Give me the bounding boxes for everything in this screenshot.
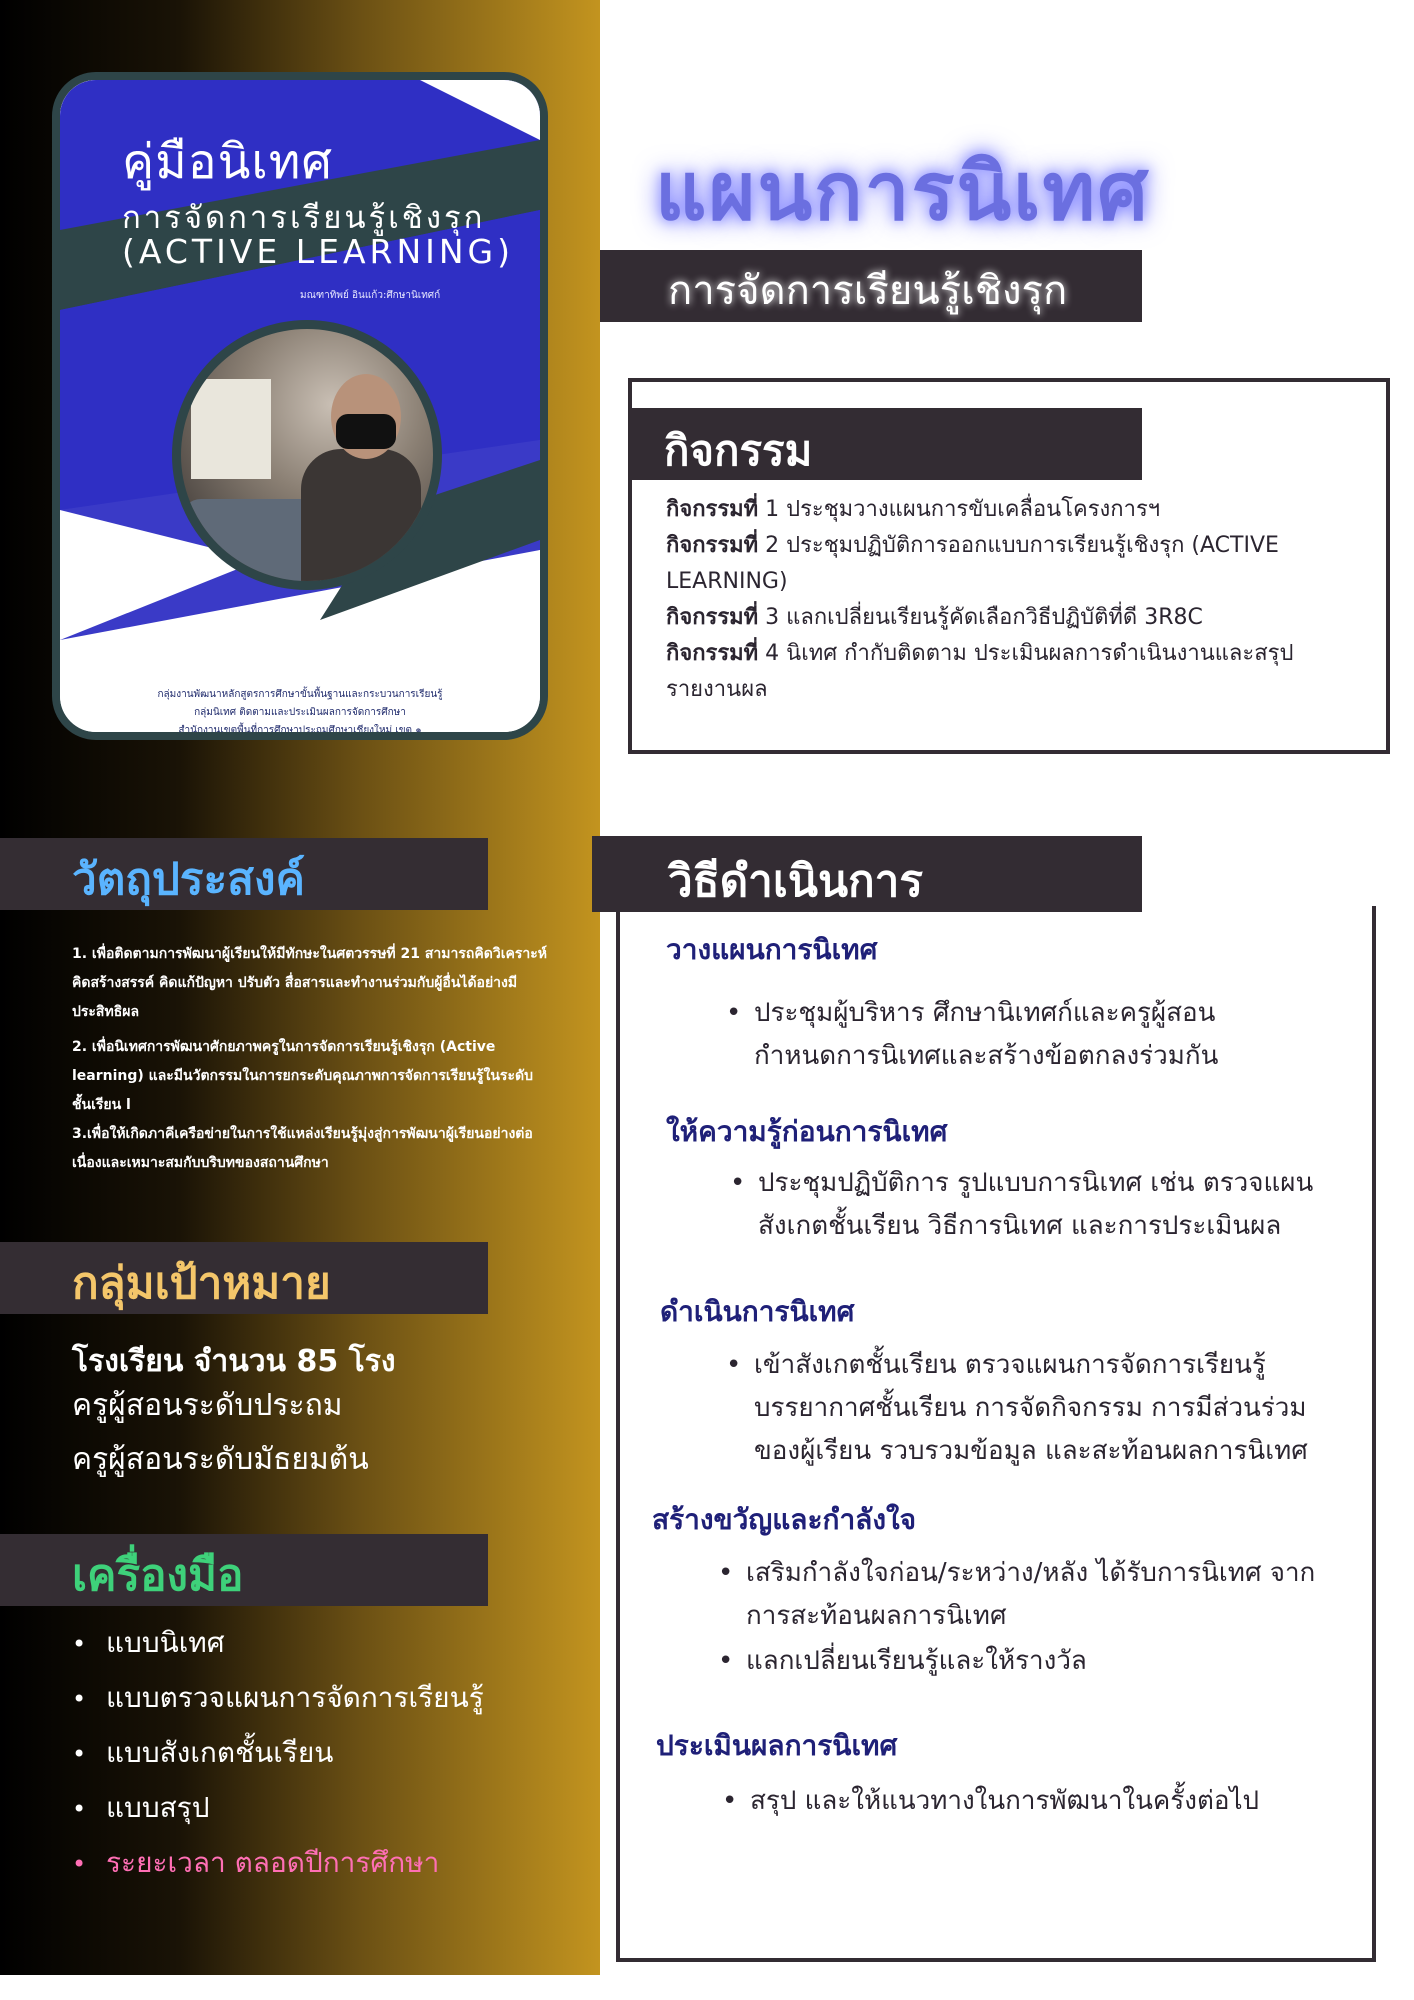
method-bullet-text: เสริมกำลังใจก่อน/ระหว่าง/หลัง ได้รับการนิเทศ จากการสะท้อนผลการนิเทศ [746,1558,1316,1631]
activities-tab [632,408,1142,480]
objective-item: 3.เพื่อให้เกิดภาคีเครือข่ายในการใช้แหล่งเรียนรู้มุ่งสู่การพัฒนาผู้เรียนอย่างต่อเนื่องและเหมาะสมกับบริบทของสถานศึกษา [72,1126,533,1171]
objectives-tab [0,838,488,910]
method-section-bullet [726,992,1274,1078]
activity-text: 2 ประชุมปฏิบัติการออกแบบการเรียนรู้เชิงรุก (ACTIVE LEARNING) [666,533,1279,594]
activity-label: กิจกรรมที่ [666,533,759,558]
method-section-heading: ประเมินผลการนิเทศ [656,1729,898,1762]
method-section-bullet [718,1552,1346,1638]
bullet-icon: • [718,1646,734,1676]
cover-photo [172,320,442,590]
tool-item: • แบบสรุป [72,1781,484,1836]
tools-tab [0,1534,488,1606]
classroom-board [191,379,271,479]
method-section-bullet [718,1640,1346,1683]
tool-item: • แบบตรวจแผนการจัดการเรียนรู้ [72,1671,484,1726]
bullet-icon: • [718,1558,734,1588]
subheadline-banner [600,250,1142,322]
cover-subtitle-english: (ACTIVE LEARNING) [122,232,515,271]
tool-item: • แบบนิเทศ [72,1616,484,1671]
method-section-bullet [730,1162,1348,1248]
cover-footer [60,686,540,740]
subheadline: การจัดการเรียนรู้เชิงรุก [668,268,1068,314]
activity-item [666,492,1366,528]
method-section-heading: สร้างขวัญและกำลังใจ [652,1503,917,1536]
method-bullet-text: เข้าสังเกตชั้นเรียน ตรวจแผนการจัดการเรียนรู้ บรรยากาศชั้นเรียน การจัดกิจกรรม การมีส่วนร่วมของผู้เรียน รวบรวมข้อมูล และสะท้อนผลการนิเทศ [754,1350,1308,1466]
target-schools: โรงเรียน จำนวน 85 โรง [72,1344,396,1379]
method-section-bullet [722,1780,1350,1823]
method-section-heading: ดำเนินการนิเทศ [660,1295,855,1328]
objective-item: 1. เพื่อติดตามการพัฒนาผู้เรียนให้มีทักษะในศตวรรษที่ 21 สามารถคิดวิเคราะห์ คิดสร้างสรรค์ คิดแก้ปัญหา ปรับตัว สื่อสารและทำงานร่วมกับผู้อื่นได้อย่างมีประสิทธิผล [72,946,547,1020]
method-section-bullet [726,1344,1344,1473]
bullet-icon: • [722,1786,738,1816]
bullet-icon: • [726,998,742,1028]
method-bullet-text: ประชุมปฏิบัติการ รูปแบบการนิเทศ เช่น ตรวจแผน สังเกตชั้นเรียน วิธีการนิเทศ และการประเมินผล [758,1168,1314,1241]
activity-label: กิจกรรมที่ [666,605,759,630]
cover-subtitle: การจัดการเรียนรู้เชิงรุก [122,200,486,236]
tools-list [72,1616,484,1891]
cover-card [52,72,548,740]
bullet-icon: • [730,1168,746,1198]
activity-text: 3 แลกเปลี่ยนเรียนรู้คัดเลือกวิธีปฏิบัติที่ดี 3R8C [758,605,1203,630]
duration-item: • ระยะเวลา ตลอดปีการศึกษา [72,1836,484,1891]
activity-text: 4 นิเทศ กำกับติดตาม ประเมินผลการดำเนินงานและสรุปรายงานผล [666,641,1294,702]
activity-item [666,636,1366,708]
cover-author: มณฑาทิพย์ อินแก้ว:ศึกษานิเทศก์ [300,290,441,301]
cover-footer-line: กลุ่มงานพัฒนาหลักสูตรการศึกษาขั้นพื้นฐานและกระบวนการเรียนรู้ [157,689,443,700]
activity-label: กิจกรรมที่ [666,641,759,666]
method-title: วิธีดำเนินการ [668,856,924,907]
face-mask [336,414,396,449]
objective-item: 2. เพื่อนิเทศการพัฒนาศักยภาพครูในการจัดการเรียนรู้เชิงรุก (Active learning) และมีนวัตกรรมในการยกระดับคุณภาพการจัดการเรียนรู้ในระดับชั้นเรียน l [72,1039,533,1113]
method-tab [592,836,1142,912]
activity-text: 1 ประชุมวางแผนการขับเคลื่อนโครงการฯ [758,497,1161,522]
tool-item: • แบบสังเกตชั้นเรียน [72,1726,484,1781]
activity-label: กิจกรรมที่ [666,497,759,522]
activity-item [666,528,1366,600]
students-figure [181,499,321,590]
bullet-icon: • [726,1350,742,1380]
cover-title: คู่มือนิเทศ [122,134,333,190]
method-section-heading: วางแผนการนิเทศ [666,933,878,966]
objectives-title: วัตถุประสงค์ [72,854,305,905]
cover-footer-line: กลุ่มนิเทศ ติดตามและประเมินผลการจัดการศึกษา [194,707,406,718]
method-section-heading: ให้ความรู้ก่อนการนิเทศ [666,1115,948,1148]
method-bullet-text: แลกเปลี่ยนเรียนรู้และให้รางวัล [746,1646,1087,1676]
teacher-body [301,449,421,590]
method-bullet-text: ประชุมผู้บริหาร ศึกษานิเทศก์และครูผู้สอนกำหนดการนิเทศและสร้างข้อตกลงร่วมกัน [754,998,1219,1071]
target-primary-teachers: ครูผู้สอนระดับประถม [72,1388,343,1423]
activity-item [666,600,1366,636]
tools-title: เครื่องมือ [72,1550,244,1601]
target-tab [0,1242,488,1314]
activities-title: กิจกรรม [664,426,813,475]
page-headline: แผนการนิเทศ [655,145,1150,238]
target-secondary-teachers: ครูผู้สอนระดับมัธยมต้น [72,1442,369,1477]
target-title: กลุ่มเป้าหมาย [72,1258,331,1309]
objectives-list [72,940,552,1178]
method-bullet-text: สรุป และให้แนวทางในการพัฒนาในครั้งต่อไป [750,1786,1260,1816]
activities-list [666,492,1366,708]
cover-footer-line: สำนักงานเขตพื้นที่การศึกษาประถมศึกษาเชียงใหม่ เขต ๑ [178,725,422,736]
